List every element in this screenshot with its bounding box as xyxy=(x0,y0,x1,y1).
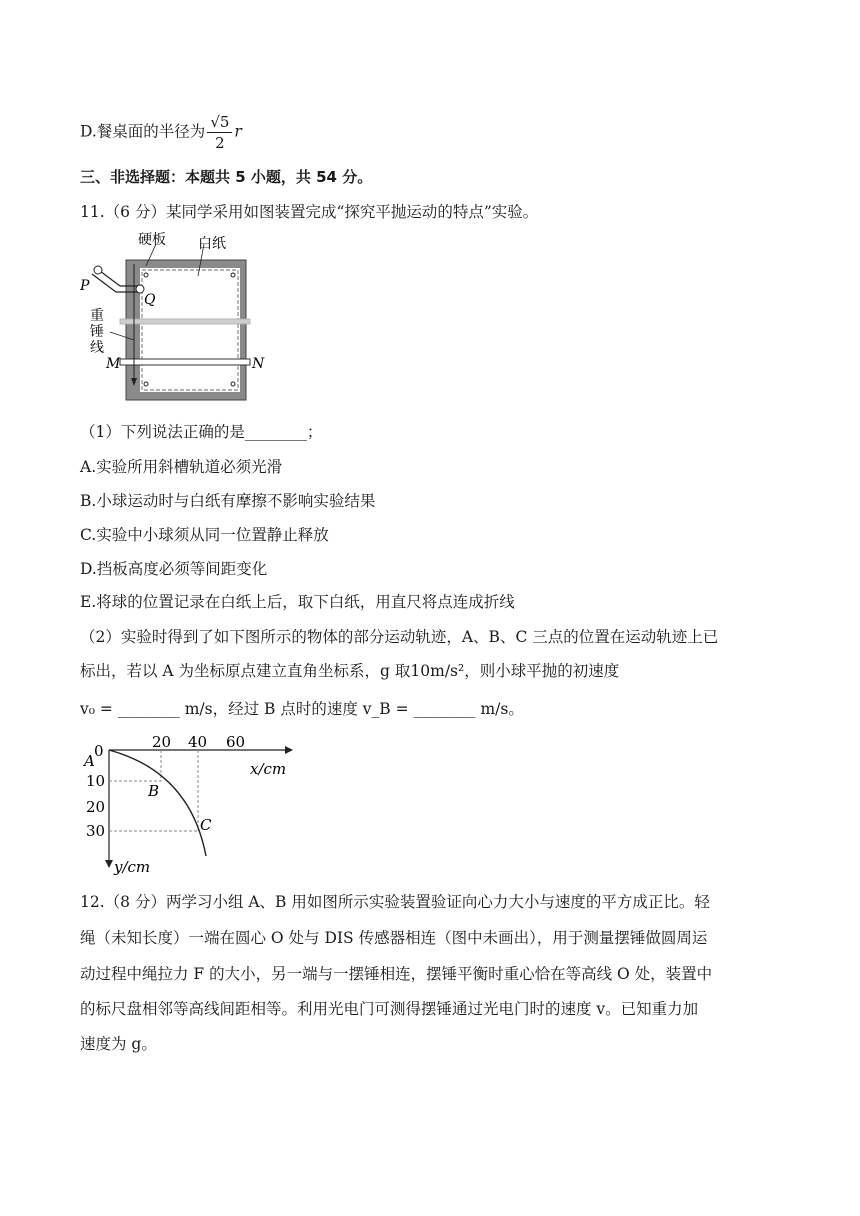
q12-line-2: 绳（未知长度）一端在圆心 O 处与 DIS 传感器相连（图中未画出），用于测量摆锤做圆周运 xyxy=(80,929,708,947)
q11-option-c: C.实验中小球须从同一位置静止释放 xyxy=(80,526,329,544)
apparatus-figure xyxy=(80,228,280,404)
y-tick-10: 10 xyxy=(86,772,106,790)
q11-option-d: D.挡板高度必须等间距变化 xyxy=(80,560,268,578)
trajectory-figure xyxy=(80,732,300,880)
x-tick-40: 40 xyxy=(188,733,208,751)
label-white-paper: 白纸 xyxy=(198,236,226,252)
q12-line-4: 的标尺盘相邻等高线间距相等。利用光电门可测得摆锤通过光电门时的速度 v。已知重力加 xyxy=(80,1000,699,1018)
q11-part2-line1: （2）实验时得到了如下图所示的物体的部分运动轨迹，A、B、C 三点的位置在运动轨迹上已 xyxy=(80,628,719,646)
q11-part2-line3: v₀ = ________ m/s，经过 B 点时的速度 v_B = ________ m/s。 xyxy=(80,700,524,718)
label-weight-3: 线 xyxy=(90,340,104,356)
q11-stem: 11.（6 分）某同学采用如图装置完成“探究平抛运动的特点”实验。 xyxy=(80,203,539,221)
y-tick-20: 20 xyxy=(86,798,106,816)
fraction-numerator: √5 xyxy=(207,112,232,133)
option-d-text: D.餐桌面的半径为 xyxy=(80,122,206,141)
option-d-line xyxy=(80,112,242,153)
label-hard-board: 硬板 xyxy=(138,232,166,248)
label-q: Q xyxy=(144,292,156,308)
y-axis-label: y/cm xyxy=(114,858,151,876)
x-tick-0: 0 xyxy=(94,742,104,760)
radius-fraction xyxy=(207,112,232,153)
q12-line-1: 12.（8 分）两学习小组 A、B 用如图所示实验装置验证向心力大小与速度的平方成正比。轻 xyxy=(80,893,710,911)
point-a-label: A xyxy=(84,752,95,770)
q11-part2-line2: 标出，若以 A 为坐标原点建立直角坐标系，g 取10m/s²，则小球平抛的初速度 xyxy=(80,662,620,680)
point-c-label: C xyxy=(200,816,212,834)
label-weight-2: 锤 xyxy=(90,324,104,340)
radius-variable: r xyxy=(234,122,242,141)
q11-option-b: B.小球运动时与白纸有摩擦不影响实验结果 xyxy=(80,492,376,510)
section-heading: 三、非选择题：本题共 5 小题，共 54 分。 xyxy=(80,168,373,186)
point-b-label: B xyxy=(148,782,160,800)
q11-option-e: E.将球的位置记录在白纸上后，取下白纸，用直尺将点连成折线 xyxy=(80,593,515,611)
x-tick-20: 20 xyxy=(152,733,172,751)
q11-part1: （1）下列说法正确的是________； xyxy=(80,423,323,441)
x-axis-label: x/cm xyxy=(250,760,287,778)
label-p: P xyxy=(80,278,90,294)
q11-option-a: A.实验所用斜槽轨道必须光滑 xyxy=(80,458,283,476)
q12-line-3: 动过程中绳拉力 F 的大小，另一端与一摆锤相连，摆锤平衡时重心恰在等高线 O 处，装置中 xyxy=(80,965,713,983)
fraction-denominator: 2 xyxy=(215,134,225,152)
y-tick-30: 30 xyxy=(86,822,106,840)
label-weight-1: 重 xyxy=(90,308,104,324)
label-n: N xyxy=(252,356,265,372)
q12-line-5: 速度为 g。 xyxy=(80,1035,157,1053)
x-tick-60: 60 xyxy=(226,733,246,751)
label-m: M xyxy=(106,356,121,372)
